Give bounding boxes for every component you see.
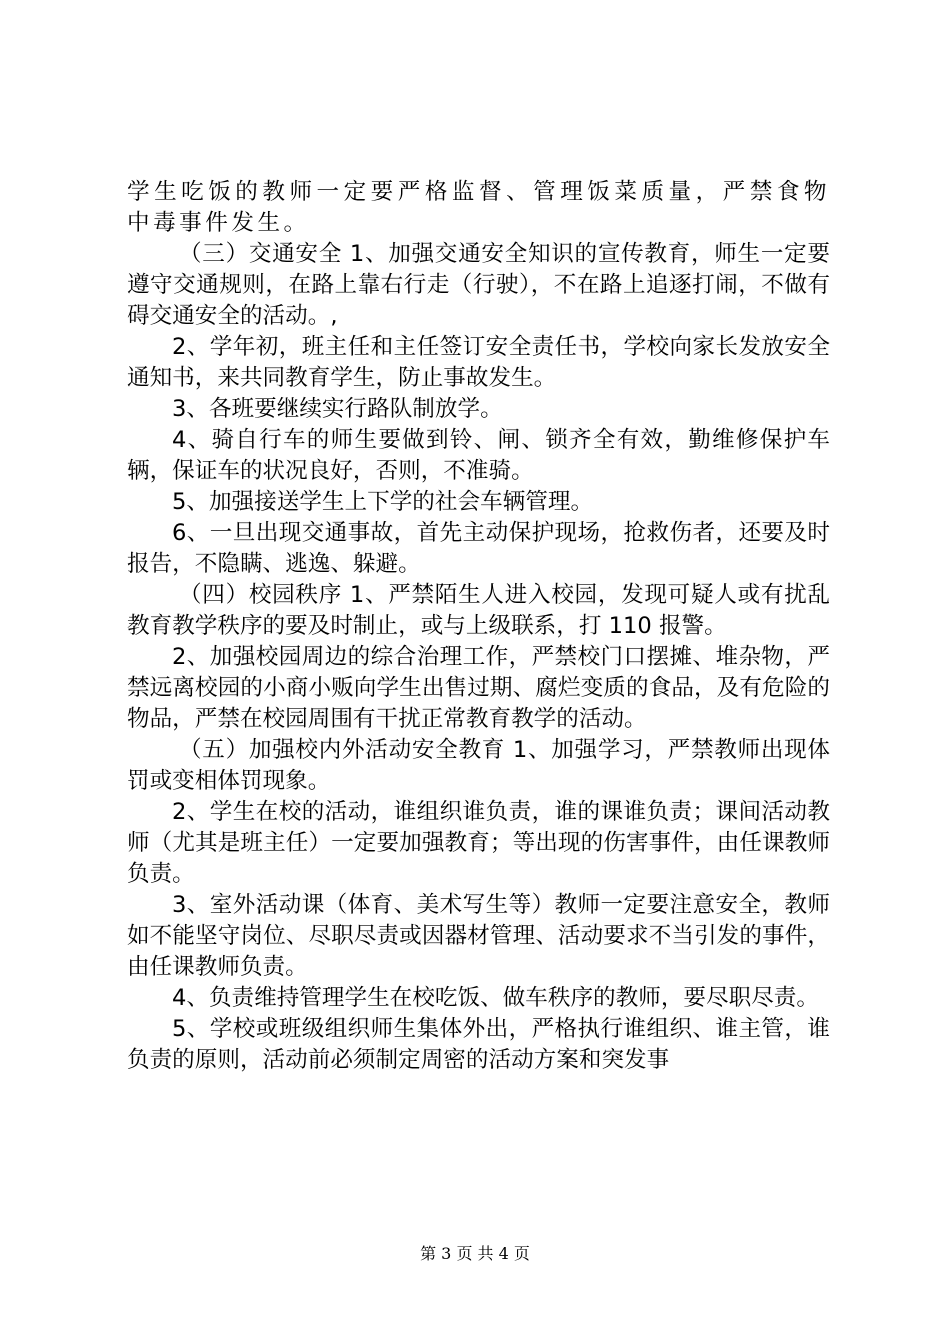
paragraph-10: （五）加强校内外活动安全教育 1、加强学习，严禁教师出现体罚或变相体罚现象。 [127, 737, 830, 794]
paragraph-7: 6、一旦出现交通事故，首先主动保护现场，抢救伤者，还要及时报告，不隐瞒、逃逸、躲避。 [127, 520, 830, 577]
document-body [127, 177, 830, 1076]
paragraph-8: （四）校园秩序 1、严禁陌生人进入校园，发现可疑人或有扰乱教育教学秩序的要及时制止，或与上级联系，打 110 报警。 [127, 582, 830, 639]
paragraph-4: 3、各班要继续实行路队制放学。 [172, 396, 503, 422]
page-number-footer: 第 3 页 共 4 页 [420, 1244, 530, 1263]
paragraph-1: 学生吃饭的教师一定要严格监督、管理饭菜质量，严禁食物中毒事件发生。 [127, 179, 830, 236]
paragraph-11: 2、学生在校的活动，谁组织谁负责，谁的课谁负责；课间活动教师（尤其是班主任）一定要加强教育；等出现的伤害事件，由任课教师负责。 [127, 799, 830, 887]
paragraph-14: 5、学校或班级组织师生集体外出，严格执行谁组织、谁主管，谁负责的原则，活动前必须制定周密的活动方案和突发事 [127, 1016, 830, 1073]
paragraph-5: 4、骑自行车的师生要做到铃、闸、锁齐全有效，勤维修保护车辆，保证车的状况良好，否则，不准骑。 [127, 427, 830, 484]
paragraph-13: 4、负责维持管理学生在校吃饭、做车秩序的教师，要尽职尽责。 [172, 985, 819, 1011]
paragraph-12: 3、室外活动课（体育、美术写生等）教师一定要注意安全，教师如不能坚守岗位、尽职尽责或因器材管理、活动要求不当引发的事件，由任课教师负责。 [127, 892, 830, 980]
paragraph-3: 2、学年初，班主任和主任签订安全责任书，学校向家长发放安全通知书，来共同教育学生，防止事故发生。 [127, 334, 830, 391]
paragraph-2: （三）交通安全 1、加强交通安全知识的宣传教育，师生一定要遵守交通规则，在路上靠右行走（行驶），不在路上追逐打闹，不做有碍交通安全的活动。, [127, 241, 830, 329]
paragraph-9: 2、加强校园周边的综合治理工作，严禁校门口摆摊、堆杂物，严禁远离校园的小商小贩向学生出售过期、腐烂变质的食品，及有危险的物品，严禁在校园周围有干扰正常教育教学的活动。 [127, 644, 830, 732]
paragraph-6: 5、加强接送学生上下学的社会车辆管理。 [172, 489, 594, 515]
